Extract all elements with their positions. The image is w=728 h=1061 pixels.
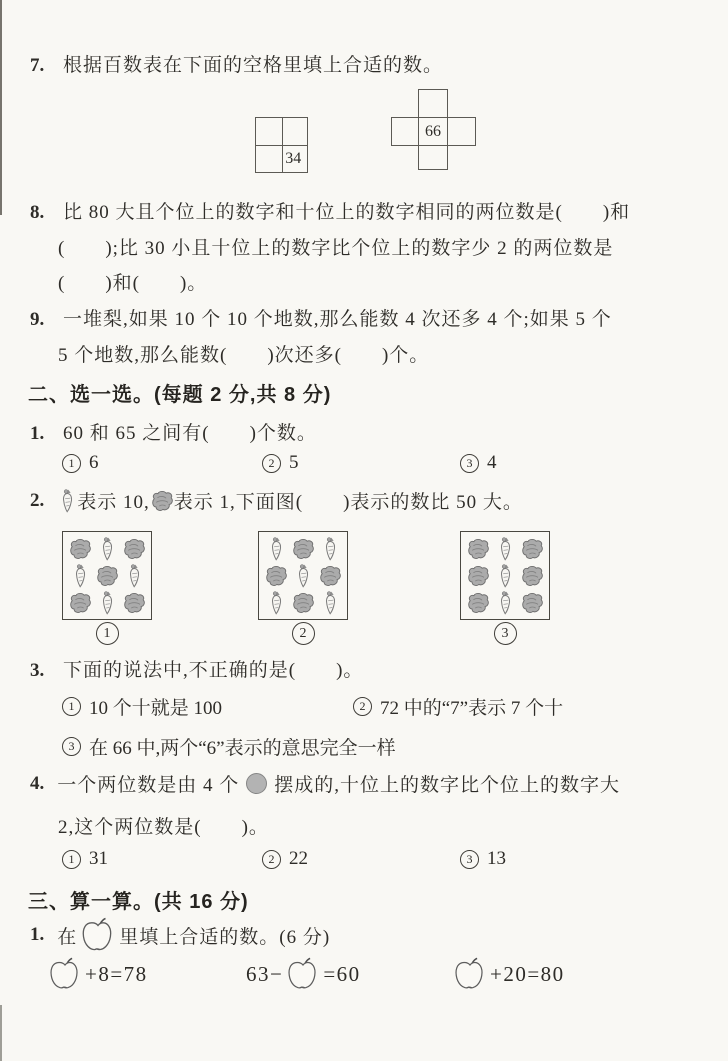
p2-question-4-number: 4. (30, 772, 45, 794)
cabbage-icon (264, 565, 288, 587)
p2q1-option-3 (460, 452, 497, 474)
grid-value-34: 34 (285, 149, 302, 167)
circled-number-icon: 2 (292, 622, 315, 645)
circled-number-icon: 2 (262, 454, 281, 473)
p2-question-1-text: 60 和 65 之间有( )个数。 (63, 423, 317, 444)
question-9-number: 9. (30, 309, 45, 330)
p2q1-option-2 (262, 452, 299, 474)
question-9 (30, 304, 612, 331)
p2q3-option-3 (62, 733, 396, 760)
cabbage-icon (466, 592, 490, 614)
cabbage-icon (291, 592, 315, 614)
p2q4-line2: 2,这个两位数是( )。 (58, 817, 269, 838)
p2q2-text-2: 表示 1,下面图( )表示的数比 50 大。 (173, 492, 523, 513)
hundred-chart-fragment-square (255, 117, 308, 173)
p2-question-4 (30, 770, 620, 797)
carrot-icon (495, 590, 515, 616)
equation-1-post: +8=78 (85, 961, 148, 986)
veg-box-1-label (62, 622, 152, 645)
section-3-header: 三、算一算。(共 16 分) (28, 891, 249, 913)
equation-2-post: =60 (323, 961, 361, 986)
cabbage-icon (520, 538, 544, 560)
equation-3-post: +20=80 (490, 961, 565, 986)
cabbage-icon (95, 565, 119, 587)
option-label: 10 个十就是 100 (89, 698, 223, 719)
p2q3-option-2 (353, 693, 563, 720)
cabbage-icon (150, 490, 174, 512)
carrot-icon (97, 590, 117, 616)
equation-1 (45, 956, 148, 992)
question-8-line1: 比 80 大且个位上的数字和十位上的数字相同的两位数是( )和 (63, 202, 631, 223)
p2q4-text-2: 摆成的,十位上的数字比个位上的数字大 (274, 775, 621, 796)
carrot-icon (70, 563, 90, 589)
p2-question-3-number: 3. (30, 660, 45, 681)
counter-circle-icon (246, 773, 267, 794)
equation-2 (246, 956, 361, 992)
carrot-icon (57, 488, 77, 514)
cabbage-icon (122, 592, 146, 614)
option-label: 31 (89, 848, 108, 869)
carrot-icon (293, 563, 313, 589)
carrot-icon (495, 536, 515, 562)
veg-box-3 (460, 531, 550, 620)
question-8-line2: ( );比 30 小且十位上的数字比个位上的数字少 2 的两位数是 (58, 238, 614, 259)
apple-blank-icon (452, 956, 488, 992)
circled-number-icon: 3 (494, 622, 517, 645)
circled-number-icon: 1 (62, 454, 81, 473)
question-9-line2: 5 个地数,那么能数( )次还多( )个。 (58, 345, 430, 366)
question-7 (30, 50, 443, 77)
carrot-icon (124, 563, 144, 589)
scan-edge-artifact (0, 0, 2, 215)
p2q1-option-1 (62, 452, 99, 474)
option-label: 72 中的“7”表示 7 个十 (380, 698, 564, 719)
option-label: 22 (289, 848, 308, 869)
option-label: 5 (289, 452, 299, 473)
apple-blank-icon (47, 956, 83, 992)
carrot-icon (320, 536, 340, 562)
option-label: 13 (487, 848, 506, 869)
p2q4-option-2 (262, 848, 308, 870)
veg-box-3-label (460, 622, 550, 645)
p2q3-option-1 (62, 693, 222, 720)
question-8-number: 8. (30, 202, 45, 223)
p3q1-text-pre: 在 (57, 926, 78, 948)
cabbage-icon (68, 592, 92, 614)
carrot-icon (266, 536, 286, 562)
option-label: 在 66 中,两个“6”表示的意思完全一样 (89, 738, 396, 759)
p2q4-option-1 (62, 848, 108, 870)
cabbage-icon (520, 565, 544, 587)
cabbage-icon (291, 538, 315, 560)
section-2-header: 二、选一选。(每题 2 分,共 8 分) (28, 384, 332, 406)
p3-question-1-number: 1. (30, 924, 45, 945)
p2-question-2 (30, 487, 523, 514)
circled-number-icon: 1 (62, 697, 81, 716)
p2-question-3 (30, 655, 363, 682)
carrot-icon (97, 536, 117, 562)
question-8-line3: ( )和( )。 (58, 273, 208, 294)
veg-box-1 (62, 531, 152, 620)
p2-question-1-number: 1. (30, 423, 45, 444)
carrot-icon (495, 563, 515, 589)
circled-number-icon: 3 (62, 737, 81, 756)
option-label: 4 (487, 452, 497, 473)
cabbage-icon (466, 538, 490, 560)
cabbage-icon (318, 565, 342, 587)
p2-question-1 (30, 418, 317, 445)
veg-box-2-label (258, 622, 348, 645)
p2q4-option-3 (460, 848, 506, 870)
question-8 (30, 197, 630, 224)
p3q1-text-post: 里填上合适的数。(6 分) (119, 926, 331, 948)
cabbage-icon (68, 538, 92, 560)
scan-edge-artifact (0, 1005, 2, 1061)
option-label: 6 (89, 452, 99, 473)
grid-value-66: 66 (425, 122, 441, 140)
p2-question-3-text: 下面的说法中,不正确的是( )。 (63, 660, 364, 681)
carrot-icon (320, 590, 340, 616)
p3-question-1 (30, 916, 330, 954)
apple-blank-icon (285, 956, 321, 992)
question-9-line1: 一堆梨,如果 10 个 10 个地数,那么能数 4 次还多 4 个;如果 5 个 (63, 309, 612, 330)
circled-number-icon: 3 (460, 850, 479, 869)
apple-blank-icon (79, 916, 117, 954)
p2q4-text-1: 一个两位数是由 4 个 (57, 775, 240, 796)
cabbage-icon (520, 592, 544, 614)
circled-number-icon: 1 (62, 850, 81, 869)
equation-2-pre: 63− (246, 961, 284, 986)
circled-number-icon: 1 (96, 622, 119, 645)
cabbage-icon (122, 538, 146, 560)
cabbage-icon (466, 565, 490, 587)
question-7-number: 7. (30, 55, 45, 76)
circled-number-icon: 3 (460, 454, 479, 473)
circled-number-icon: 2 (353, 697, 372, 716)
p2-question-2-number: 2. (30, 489, 45, 511)
carrot-icon (266, 590, 286, 616)
equation-3 (450, 956, 565, 992)
circled-number-icon: 2 (262, 850, 281, 869)
veg-box-2 (258, 531, 348, 620)
question-7-text: 根据百数表在下面的空格里填上合适的数。 (63, 55, 444, 76)
p2q2-text-1: 表示 10, (77, 492, 150, 513)
